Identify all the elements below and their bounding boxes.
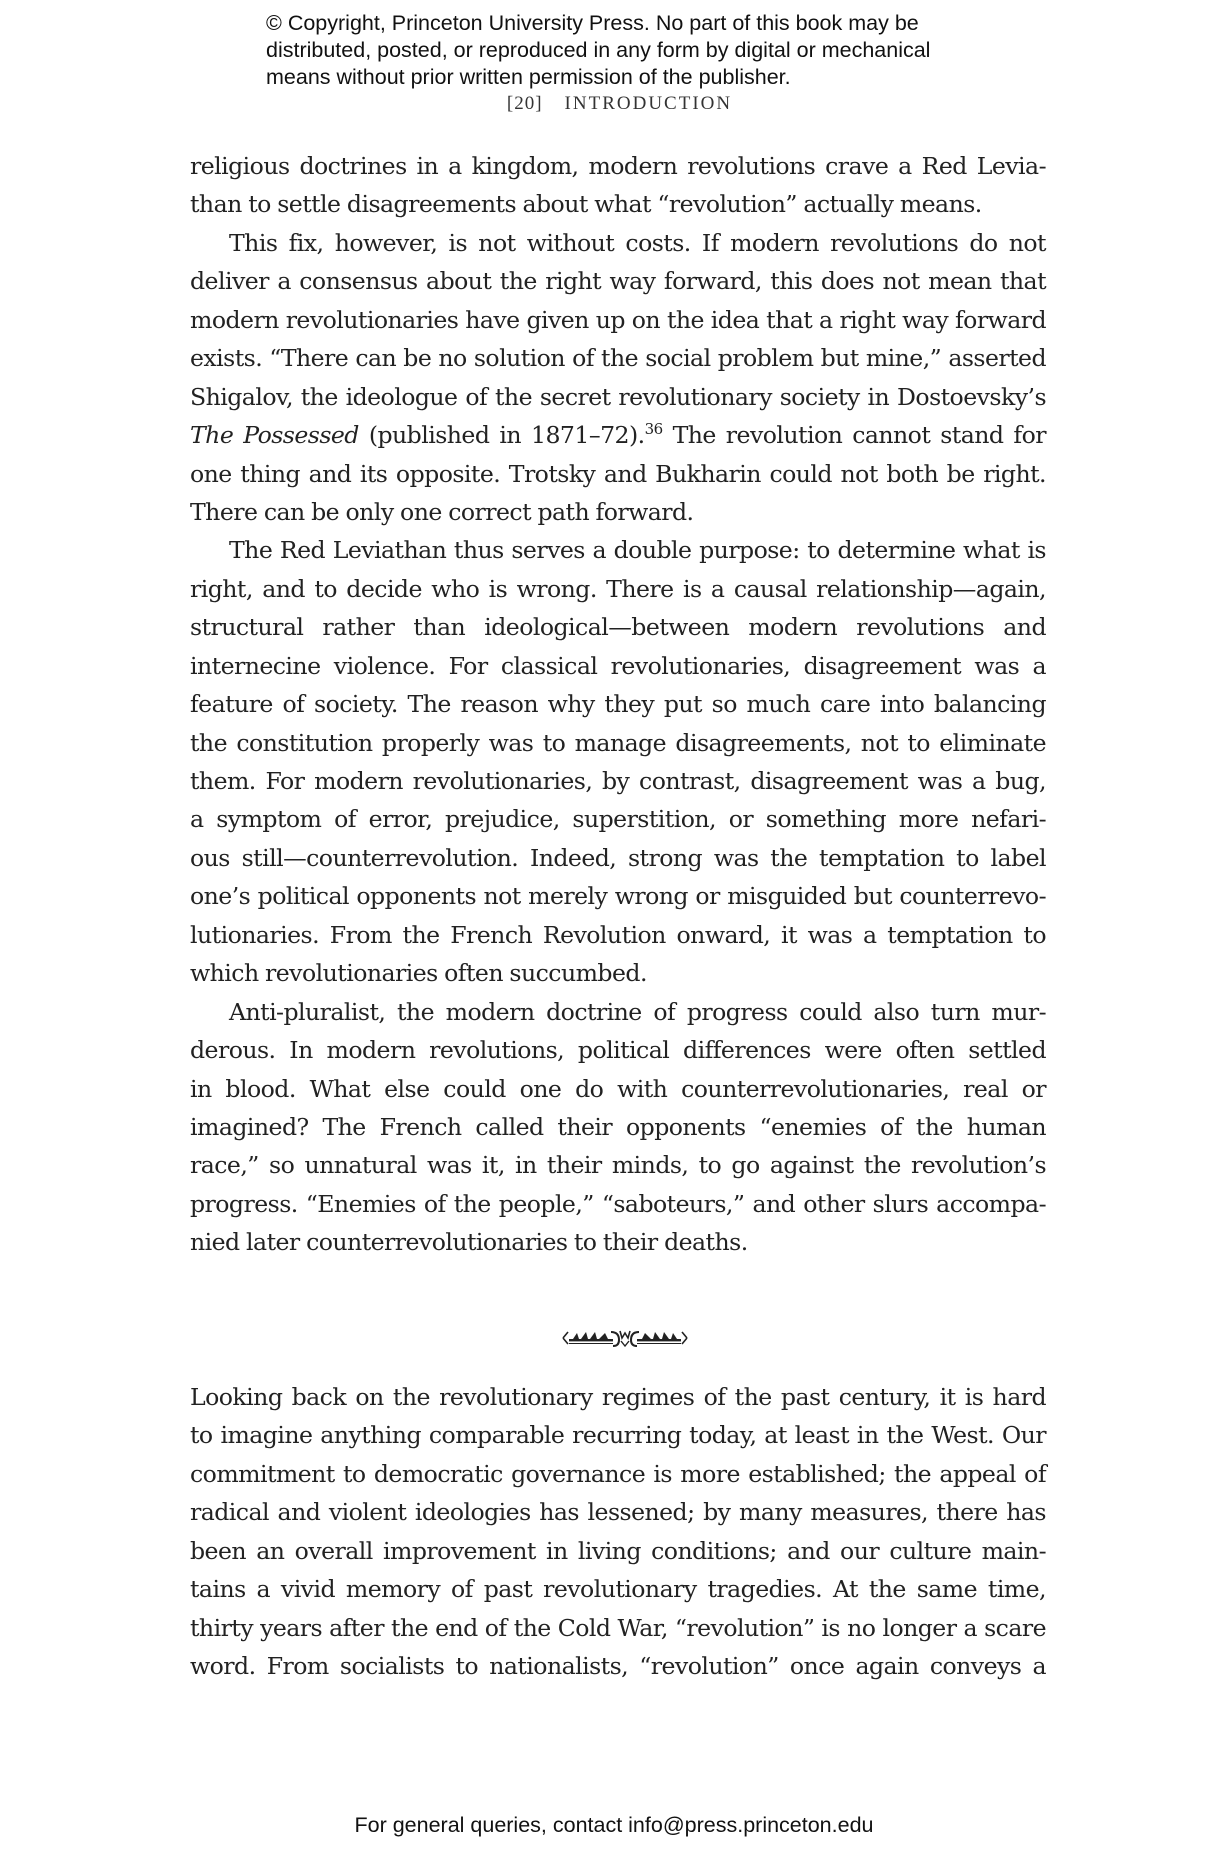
text-line: word. From socialists to nationalists, “revolution” once again conveys a <box>190 1652 1046 1681</box>
text-span: The revolution cannot stand for <box>662 421 1046 450</box>
copyright-line: distributed, posted, or reproduced in any form by digital or mechanical <box>266 38 931 62</box>
text-line: structural rather than ideological—between modern revolutions and <box>190 613 1046 642</box>
text-line: modern revolutionaries have given up on the idea that a right way forward <box>190 305 1046 334</box>
text-line: imagined? The French called their opponents “enemies of the human <box>190 1112 1046 1141</box>
text-line: one thing and its opposite. Trotsky and Bukharin could not both be right. <box>190 459 1046 488</box>
text-line: feature of society. The reason why they put so much care into balancing <box>190 690 1046 719</box>
text-line: been an overall improvement in living conditions; and our culture main- <box>190 1536 1046 1565</box>
text-line: the constitution properly was to manage disagreements, not to eliminate <box>190 728 1046 757</box>
body-section-2 <box>190 1378 1046 1686</box>
text-line: progress. “Enemies of the people,” “saboteurs,” and other slurs accompa- <box>190 1189 1046 1218</box>
text-line: than to settle disagreements about what “revolution” actually means. <box>190 190 982 219</box>
text-line: internecine violence. For classical revolutionaries, disagreement was a <box>190 651 1046 680</box>
copyright-line: means without prior written permission of the publisher. <box>266 65 791 89</box>
paragraph-start-line: This fix, however, is not without costs. If modern revolutions do not <box>229 228 1046 257</box>
text-line: one’s political opponents not merely wrong or misguided but counterrevo- <box>190 882 1046 911</box>
text-line: exists. “There can be no solution of the social problem but mine,” asserted <box>190 344 1046 373</box>
text-line: religious doctrines in a kingdom, modern revolutions crave a Red Levia- <box>190 152 1046 180</box>
section-break-ornament-icon <box>561 1326 689 1350</box>
text-line: in blood. What else could one do with counterrevolutionaries, real or <box>190 1074 1046 1103</box>
section-title: INTRODUCTION <box>564 93 733 114</box>
footnote-reference[interactable]: 36 <box>644 420 663 439</box>
text-line: radical and violent ideologies has lessened; by many measures, there has <box>190 1498 1046 1527</box>
text-line: deliver a consensus about the right way forward, this does not mean that <box>190 267 1046 296</box>
text-line: commitment to democratic governance is more established; the appeal of <box>190 1459 1046 1488</box>
text-line-with-footnote <box>190 416 1046 454</box>
paragraph-start-line: Looking back on the revolutionary regimes of the past century, it is hard <box>190 1383 1046 1411</box>
copyright-notice <box>266 10 930 91</box>
text-line: to imagine anything comparable recurring today, at least in the West. Our <box>190 1421 1046 1450</box>
text-line: right, and to decide who is wrong. There is a causal relationship—again, <box>190 574 1046 603</box>
footer-contact: For general queries, contact info@press.princeton.edu <box>354 1813 874 1837</box>
text-line: tains a vivid memory of past revolutionary tragedies. At the same time, <box>190 1575 1046 1604</box>
text-line: ous still—counterrevolution. Indeed, strong was the temptation to label <box>190 843 1046 872</box>
copyright-line: © Copyright, Princeton University Press. No part of this book may be <box>266 11 919 35</box>
page-number: [20] <box>506 93 543 114</box>
text-line: There can be only one correct path forward. <box>190 497 694 526</box>
text-line: race,” so unnatural was it, in their minds, to go against the revolution’s <box>190 1151 1046 1180</box>
text-line: Shigalov, the ideologue of the secret revolutionary society in Dostoevsky’s <box>190 382 1046 411</box>
running-head <box>0 93 1225 115</box>
text-line: lutionaries. From the French Revolution onward, it was a temptation to <box>190 920 1046 949</box>
text-line: a symptom of error, prejudice, superstition, or something more nefari- <box>190 805 1046 834</box>
text-line: nied later counterrevolutionaries to their deaths. <box>190 1228 748 1257</box>
text-line: thirty years after the end of the Cold War, “revolution” is no longer a scare <box>190 1613 1046 1642</box>
text-line: them. For modern revolutionaries, by contrast, disagreement was a bug, <box>190 767 1046 795</box>
body-section-1 <box>190 147 1046 1262</box>
text-line: which revolutionaries often succumbed. <box>190 959 647 988</box>
text-line: derous. In modern revolutions, political differences were often settled <box>190 1036 1046 1065</box>
text-span: (published in 1871–72). <box>358 421 645 450</box>
paragraph-start-line: The Red Leviathan thus serves a double purpose: to determine what is <box>229 536 1046 565</box>
book-title: The Possessed <box>190 421 359 450</box>
paragraph-start-line: Anti-pluralist, the modern doctrine of progress could also turn mur- <box>229 997 1046 1026</box>
